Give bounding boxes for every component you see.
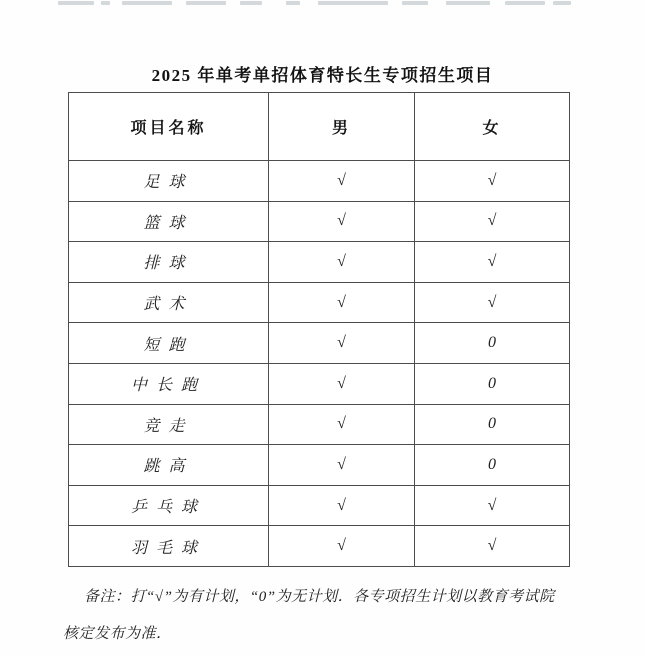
female-plan-cell: √ bbox=[415, 242, 570, 283]
table-header-row bbox=[69, 93, 570, 161]
male-plan-cell: √ bbox=[269, 526, 415, 567]
female-plan-cell: 0 bbox=[415, 445, 570, 486]
male-plan-cell: √ bbox=[269, 485, 415, 526]
male-plan-cell: √ bbox=[269, 445, 415, 486]
table-row bbox=[69, 242, 570, 283]
table-row bbox=[69, 404, 570, 445]
project-name-cell: 中长跑 bbox=[69, 363, 269, 404]
projects-table bbox=[68, 92, 570, 567]
table-row bbox=[69, 201, 570, 242]
female-plan-cell: 0 bbox=[415, 404, 570, 445]
footnote bbox=[63, 586, 579, 645]
male-plan-cell: √ bbox=[269, 404, 415, 445]
project-name-cell: 羽毛球 bbox=[69, 526, 269, 567]
project-name-cell: 足球 bbox=[69, 161, 269, 202]
table-row bbox=[69, 485, 570, 526]
project-name-cell: 排球 bbox=[69, 242, 269, 283]
male-plan-cell: √ bbox=[269, 161, 415, 202]
project-name-cell: 短跑 bbox=[69, 323, 269, 364]
table-row bbox=[69, 526, 570, 567]
table-row bbox=[69, 363, 570, 404]
male-plan-cell: √ bbox=[269, 201, 415, 242]
female-plan-cell: √ bbox=[415, 526, 570, 567]
female-plan-cell: 0 bbox=[415, 363, 570, 404]
table-row bbox=[69, 161, 570, 202]
male-plan-cell: √ bbox=[269, 363, 415, 404]
male-plan-cell: √ bbox=[269, 282, 415, 323]
table-row bbox=[69, 445, 570, 486]
column-header-male: 男 bbox=[269, 93, 415, 161]
clipped-text-fragment bbox=[0, 0, 645, 8]
project-name-cell: 跳高 bbox=[69, 445, 269, 486]
column-header-project-name: 项目名称 bbox=[69, 93, 269, 161]
male-plan-cell: √ bbox=[269, 323, 415, 364]
project-name-cell: 乒乓球 bbox=[69, 485, 269, 526]
table-row bbox=[69, 323, 570, 364]
female-plan-cell: √ bbox=[415, 485, 570, 526]
column-header-female: 女 bbox=[415, 93, 570, 161]
female-plan-cell: √ bbox=[415, 282, 570, 323]
project-name-cell: 武术 bbox=[69, 282, 269, 323]
footnote-line-1: 备注：打“√”为有计划，“0”为无计划．各专项招生计划以教育考试院 bbox=[84, 589, 555, 605]
female-plan-cell: √ bbox=[415, 161, 570, 202]
male-plan-cell: √ bbox=[269, 242, 415, 283]
project-name-cell: 篮球 bbox=[69, 201, 269, 242]
female-plan-cell: √ bbox=[415, 201, 570, 242]
female-plan-cell: 0 bbox=[415, 323, 570, 364]
footnote-line-2: 核定发布为准． bbox=[63, 626, 172, 642]
document-title: 2025 年单考单招体育特长生专项招生项目 bbox=[151, 66, 494, 85]
project-name-cell: 竞走 bbox=[69, 404, 269, 445]
table-row bbox=[69, 282, 570, 323]
